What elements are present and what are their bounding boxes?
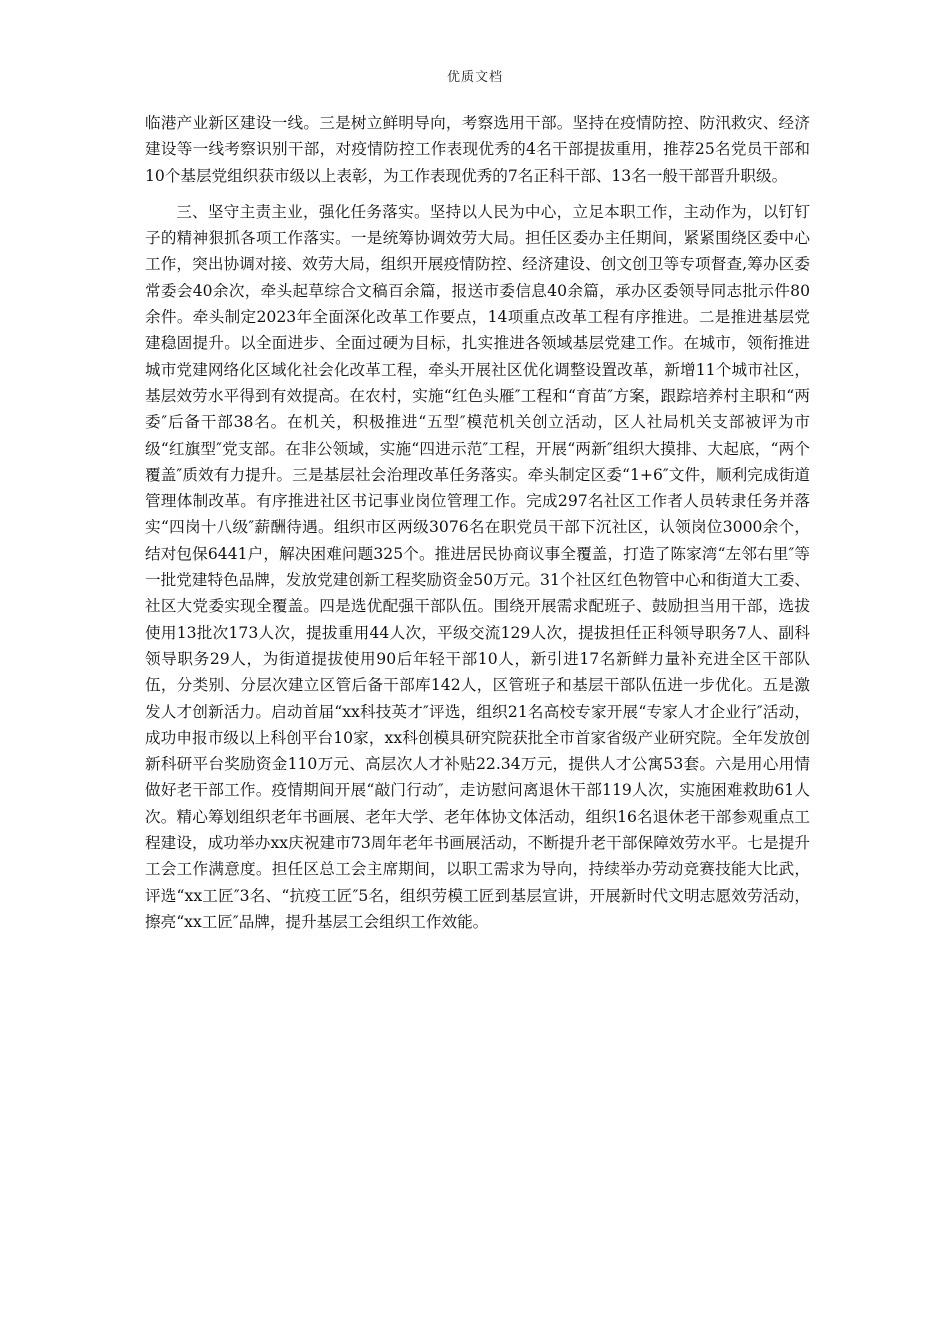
document-body	[145, 110, 810, 935]
page-header: 优质文档	[446, 70, 503, 85]
paragraph-1: 临港产业新区建设一线。三是树立鲜明导向，考察选用干部。坚持在疫情防控、防汛救灾、经济建设等一线考察识别干部，对疫情防控工作表现优秀的4名干部提拔重用，推荐25名党员干部和10个基层党组织获市级以上表彰，为工作表现优秀的7名正科干部、13名一般干部晋升职级。	[145, 114, 810, 185]
paragraph-2: 三、坚守主责主业，强化任务落实。坚持以人民为中心，立足本职工作，主动作为，以钉钉子的精神狠抓各项工作落实。一是统筹协调效劳大局。担任区委办主任期间，紧紧围绕区委中心工作，突出协调对接、效劳大局，组织开展疫情防控、经济建设、创文创卫等专项督查,筹办区委常委会40余次，牵头起草综合文稿百余篇，报送市委信息40余篇，承办区委领导同志批示件80余件。牵头制定2023年全面深化改革工作要点，14项重点改革工程有序推进。二是推进基层党建稳固提升。以全面进步、全面过硬为目标，扎实推进各领域基层党建工作。在城市，领衔推进城市党建网络化区域化社会化改革工程，牵头开展社区优化调整设置改革，新增11个城市社区，基层效劳水平得到有效提高。在农村，实施“红色头雁″工程和“育苗″方案，跟踪培养村主职和“两委″后备干部38名。在机关，积极推进“五型″模范机关创立活动，区人社局机关支部被评为市级“红旗型″党支部。在非公领域，实施“四进示范″工程，开展“两新″组织大摸排、大起底，“两个覆盖″质效有力提升。三是基层社会治理改革任务落实。牵头制定区委“1+6″文件，顺利完成街道管理体制改革。有序推进社区书记事业岗位管理工作。完成297名社区工作者人员转隶任务并落实“四岗十八级″薪酬待遇。组织市区两级3076名在职党员干部下沉社区，认领岗位3000余个，结对包保6441户，解决困难问题325个。推进居民协商议事全覆盖，打造了陈家湾“左邻右里″等一批党建特色品牌，发放党建创新工程奖励资金50万元。31个社区红色物管中心和街道大工委、社区大党委实现全覆盖。四是选优配强干部队伍。围绕开展需求配班子、鼓励担当用干部，选拔使用13批次173人次，提拔重用44人次，平级交流129人次，提拔担任正科领导职务7人、副科领导职务29人，为街道提拔使用90后年轻干部10人，新引进17名新鲜力量补充进全区干部队伍，分类别、分层次建立区管后备干部库142人，区管班子和基层干部队伍进一步优化。五是激发人才创新活力。启动首届“xx科技英才″评选，组织21名高校专家开展“专家人才企业行″活动，成功申报市级以上科创平台10家，xx科创模具研究院获批全市首家省级产业研究院。全年发放创新科研平台奖励资金110万元、高层次人才补贴22.34万元，提供人才公寓53套。六是用心用情做好老干部工作。疫情期间开展“敲门行动″，走访慰问离退休干部119人次，实施困难救助61人次。精心筹划组织老年书画展、老年大学、老年体协文体活动，组织16名退休老干部参观重点工程建设，成功举办xx庆祝建市73周年老年书画展活动，不断提升老干部保障效劳水平。七是提升工会工作满意度。担任区总工会主席期间，以职工需求为导向，持续举办劳动竞赛技能大比武，评选“xx工匠″3名、“抗疫工匠″5名，组织劳模工匠到基层宣讲，开展新时代文明志愿效劳活动，擦亮“xx工匠″品牌，提升基层工会组织工作效能。	[145, 202, 810, 931]
